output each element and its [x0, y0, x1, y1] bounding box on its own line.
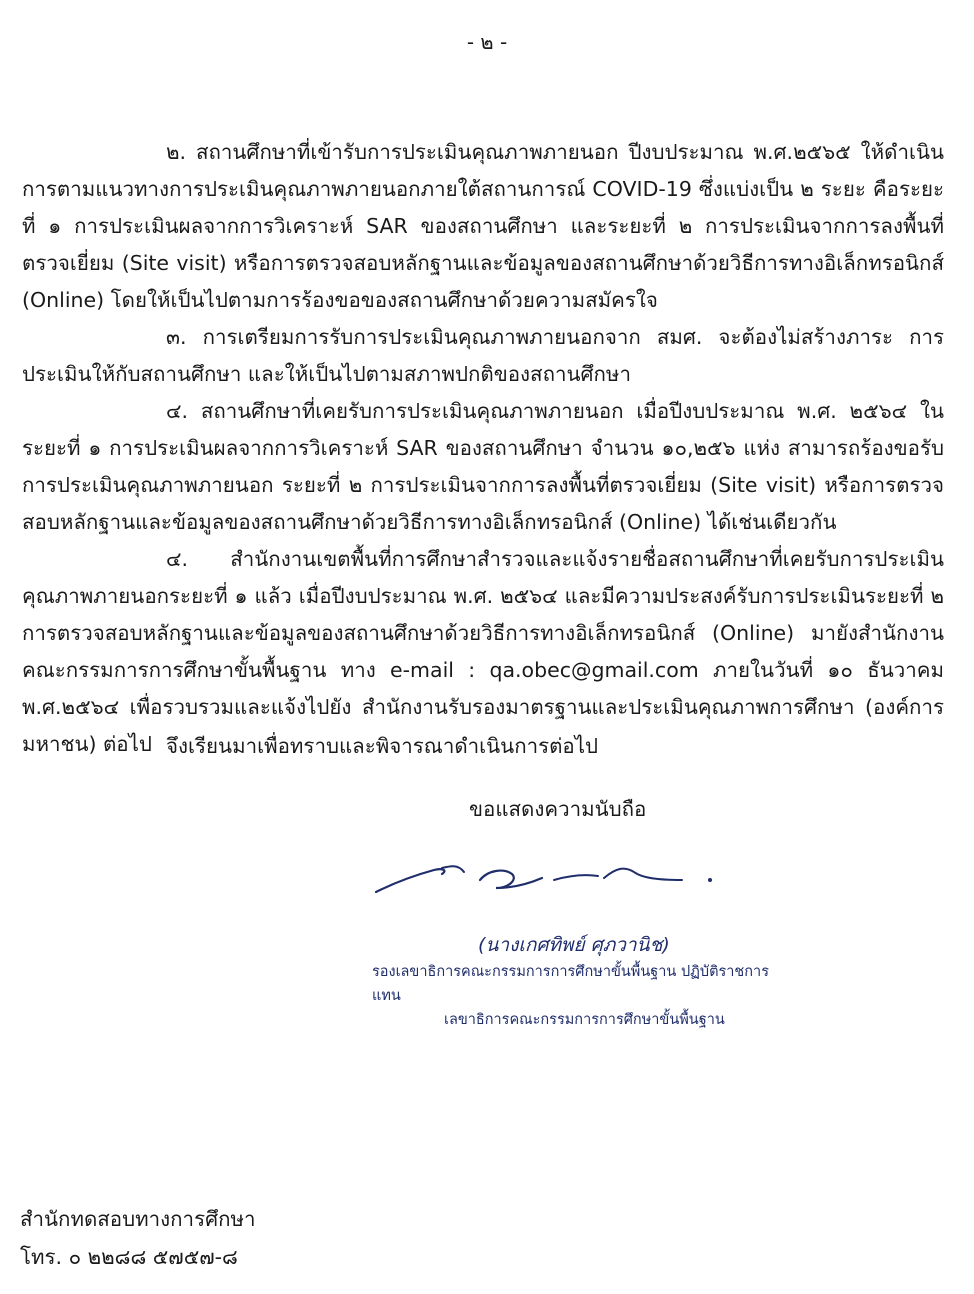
paragraph-rest: คุณภาพภายนอกระยะที่ ๑ แล้ว เมื่อปีงบประมาณ พ.ศ. ๒๕๖๔ และมีความประสงค์รับการประเมินระยะที่ ๒ การตรวจสอบหลักฐานและข้อมูลของสถานศึกษาด้วยวิธีการทางอิเล็กทรอนิกส์ (Online) มายังสำนักงานคณะกรรมการการศึกษาขั้นพื้นฐาน ทาง e-mail : qa.obec@gmail.com ภายในวันที่ ๑๐ ธันวาคม พ.ศ.๒๕๖๔ เพื่อรวบรวมและแจ้งไปยัง สำนักงานรับรองมาตรฐานและประเมินคุณภาพการศึกษา (องค์การมหาชน) ต่อไป — [22, 584, 944, 756]
paragraph-2 — [22, 134, 944, 319]
footer-phone: โทร. ๐ ๒๒๘๘ ๕๗๕๗-๘ — [20, 1245, 238, 1269]
handwritten-signature — [372, 858, 732, 908]
footer-contact — [20, 1200, 256, 1276]
paragraph-first-line: ๒. สถานศึกษาที่เข้ารับการประเมินคุณภาพภายนอก ปีงบประมาณ พ.ศ.๒๕๖๕ — [166, 140, 851, 164]
signer-name: (นางเกศทิพย์ ศุภวานิช) — [478, 934, 670, 956]
closing-line: จึงเรียนมาเพื่อทราบและพิจารณาดำเนินการต่อไป — [166, 734, 599, 758]
paragraph-rest: ให้ดำเนินการตามแนวทางการประเมินคุณภาพภายนอกภายใต้สถานการณ์ COVID-19 ซึ่งแบ่งเป็น ๒ ระยะ คือระยะที่ ๑ การประเมินผลจากการวิเคราะห์ SAR ของสถานศึกษา และระยะที่ ๒ การประเมินจากการลงพื้นที่ตรวจเยี่ยม (Site visit) หรือการตรวจสอบหลักฐานและข้อมูลของสถานศึกษาด้วยวิธีการทางอิเล็กทรอนิกส์ (Online) โดยให้เป็นไปตามการร้องขอของสถานศึกษาด้วยความสมัครใจ — [22, 140, 944, 312]
paragraph-first-line: ๓. การเตรียมการรับการประเมินคุณภาพภายนอกจาก สมศ. จะต้องไม่สร้างภาระ — [166, 325, 894, 349]
paragraph-rest: การประเมินให้กับสถานศึกษา และให้เป็นไปตามสภาพปกติของสถานศึกษา — [22, 325, 944, 386]
footer-office: สำนักทดสอบทางการศึกษา — [20, 1207, 256, 1231]
signer-title-line1: รองเลขาธิการคณะกรรมการการศึกษาขั้นพื้นฐาน ปฏิบัติราชการแทน — [372, 964, 769, 1004]
signer-title — [372, 960, 792, 1032]
page-number: - ๒ - — [466, 30, 508, 54]
paragraph-rest: ในระยะที่ ๑ การประเมินผลจากการวิเคราะห์ SAR ของสถานศึกษา จำนวน ๑๐,๒๕๖ แห่ง สามารถร้องขอรับการประเมินคุณภาพภายนอก ระยะที่ ๒ การประเมินจากการลงพื้นที่ตรวจเยี่ยม (Site visit) หรือการตรวจสอบหลักฐานและข้อมูลของสถานศึกษาด้วยวิธีการทางอิเล็กทรอนิกส์ (Online) ได้เช่นเดียวกัน — [22, 399, 944, 534]
paragraph-3 — [22, 319, 944, 393]
regards-line: ขอแสดงความนับถือ — [469, 797, 647, 821]
letter-body — [22, 134, 944, 763]
paragraph-4a — [22, 393, 944, 541]
paragraph-first-line: ๔. สำนักงานเขตพื้นที่การศึกษาสำรวจและแจ้งรายชื่อสถานศึกษาที่เคยรับการประเมิน — [166, 547, 944, 571]
signer-title-line2: เลขาธิการคณะกรรมการการศึกษาขั้นพื้นฐาน — [444, 1012, 725, 1028]
paragraph-first-line: ๔. สถานศึกษาที่เคยรับการประเมินคุณภาพภายนอก เมื่อปีงบประมาณ พ.ศ. ๒๕๖๔ — [166, 399, 908, 423]
